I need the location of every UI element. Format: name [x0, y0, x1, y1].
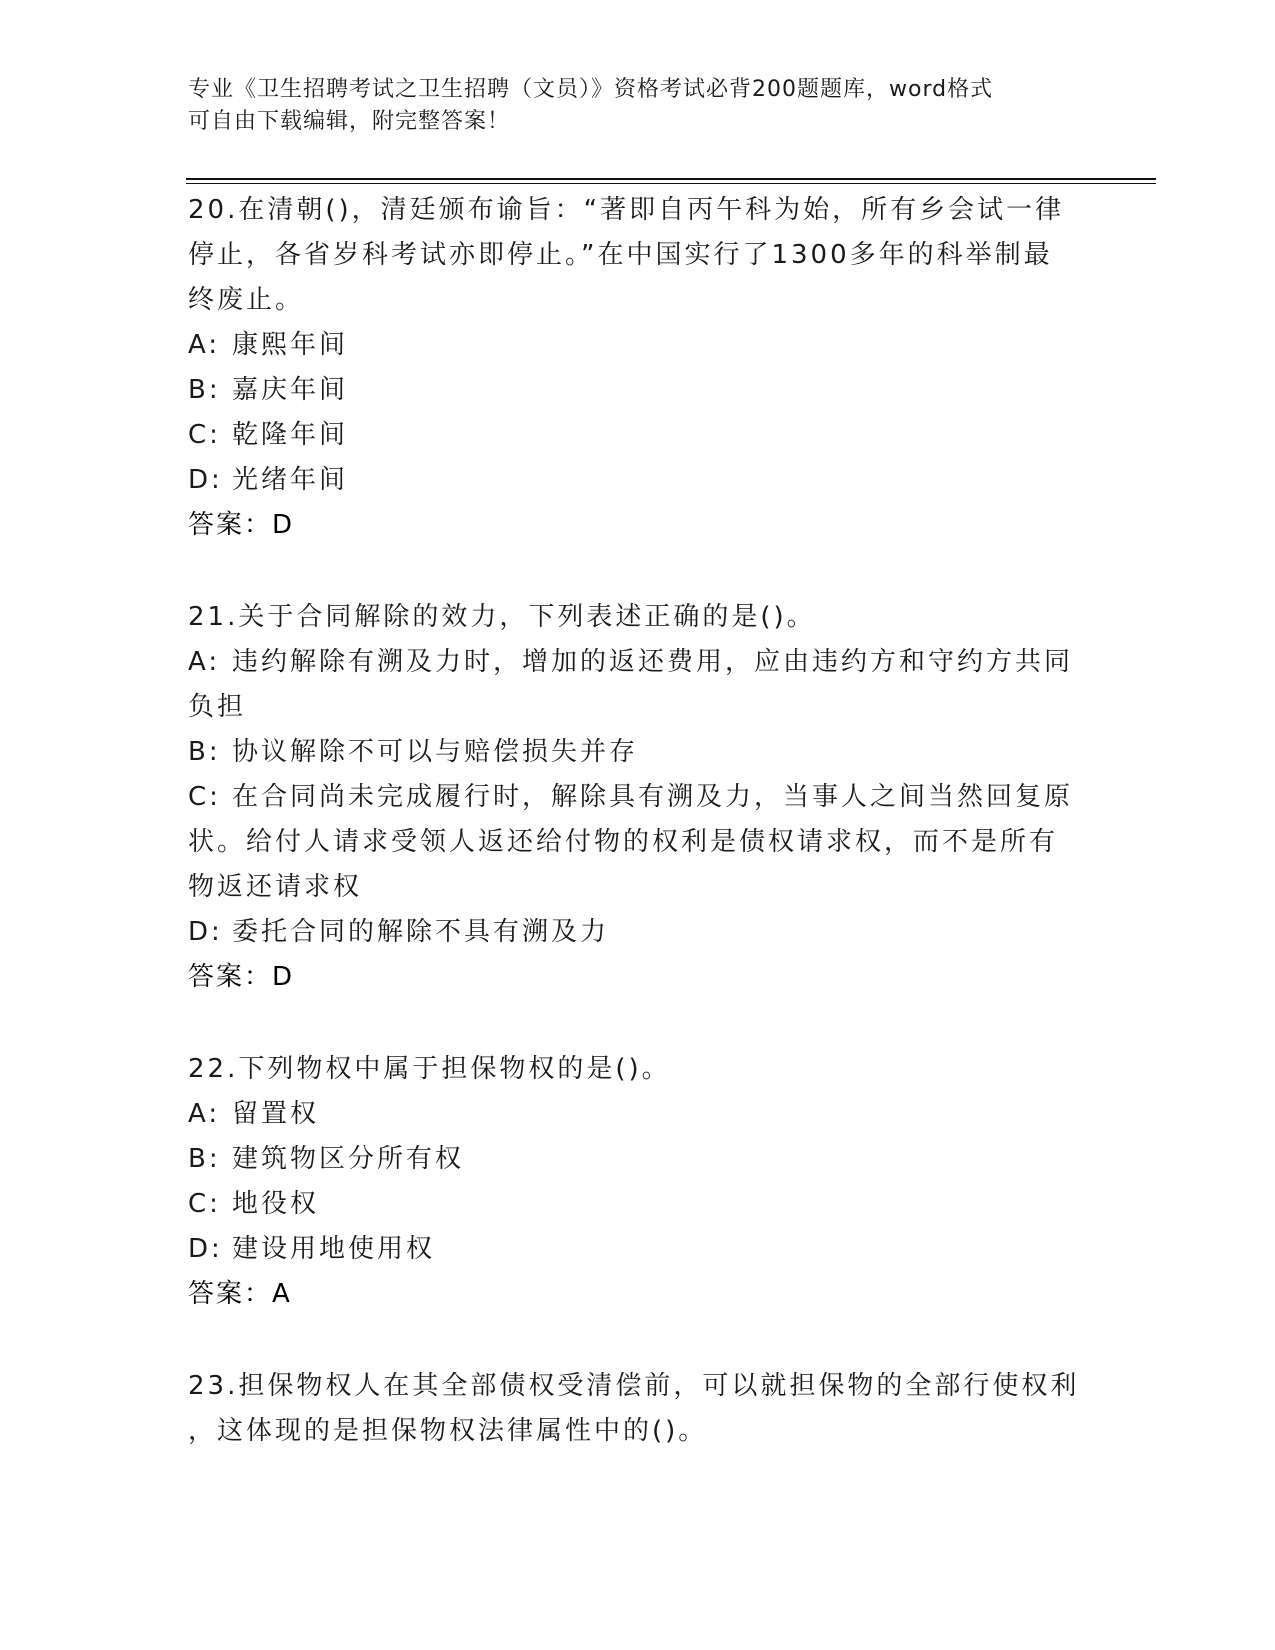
answer-option [188, 685, 1088, 730]
answer-option [188, 1182, 1088, 1227]
question-spacer [188, 1317, 1088, 1364]
option-label: B: [188, 737, 221, 767]
option-text: 康熙年间 [232, 330, 349, 360]
answer-key: 答案：D [188, 962, 295, 992]
option-text: 嘉庆年间 [232, 375, 349, 405]
answer-option [188, 368, 1088, 413]
answer-key: 答案：D [188, 510, 295, 540]
question-block [188, 595, 1088, 1047]
question-spacer [188, 548, 1088, 595]
answer-option [188, 775, 1088, 820]
question-block [188, 188, 1088, 595]
question-stem [188, 188, 1088, 323]
question-stem-line: ，这体现的是担保物权法律属性中的()。 [188, 1416, 708, 1446]
option-text: 违约解除有溯及力时，增加的返还费用，应由违约方和守约方共同 [232, 647, 1074, 677]
question-stem-line: 23.担保物权人在其全部债权受清偿前，可以就担保物的全部行使权利 [188, 1371, 1080, 1401]
option-label: B: [188, 1144, 221, 1174]
option-label: C: [188, 1189, 221, 1219]
header-divider-thin [186, 183, 1156, 184]
question-stem [188, 595, 1088, 640]
option-text: 建筑物区分所有权 [232, 1144, 465, 1174]
answer-option [188, 730, 1088, 775]
answer-option [188, 1092, 1088, 1137]
option-label: C: [188, 420, 221, 450]
question-stem-line: 21.关于合同解除的效力，下列表述正确的是()。 [188, 602, 816, 632]
question-stem-line: 22.下列物权中属于担保物权的是()。 [188, 1054, 671, 1084]
option-text: 地役权 [232, 1189, 320, 1219]
header-title-line-1: 专业《卫生招聘考试之卫生招聘（文员）》资格考试必背200题题库，word格式 [188, 77, 994, 102]
question-stem [188, 1364, 1088, 1454]
answer-option [188, 323, 1088, 368]
question-spacer [188, 1000, 1088, 1047]
answer-option [188, 910, 1088, 955]
answer-option [188, 413, 1088, 458]
option-text: 物返还请求权 [188, 872, 363, 902]
option-label: C: [188, 782, 221, 812]
option-text: 状。给付人请求受领人返还给付物的权利是债权请求权，而不是所有 [188, 827, 1059, 857]
option-label: B: [188, 375, 221, 405]
option-text: 在合同尚未完成履行时，解除具有溯及力，当事人之间当然回复原 [232, 782, 1074, 812]
option-label: D: [188, 465, 223, 495]
option-label: A: [188, 1099, 221, 1129]
answer-option [188, 640, 1088, 685]
option-label: D: [188, 917, 223, 947]
question-stem-line: 停止，各省岁科考试亦即停止。”在中国实行了1300多年的科举制最 [188, 240, 1053, 270]
option-text: 光绪年间 [232, 465, 349, 495]
question-list [188, 188, 1088, 1454]
header-divider-thick [186, 178, 1156, 180]
answer-option [188, 458, 1088, 503]
option-label: A: [188, 330, 221, 360]
option-text: 建设用地使用权 [232, 1234, 436, 1264]
question-block [188, 1364, 1088, 1454]
option-text: 乾隆年间 [232, 420, 349, 450]
question-block [188, 1047, 1088, 1364]
answer-option [188, 820, 1088, 865]
option-label: D: [188, 1234, 223, 1264]
option-text: 负担 [188, 692, 247, 722]
question-stem [188, 1047, 1088, 1092]
document-header [188, 74, 1068, 138]
option-label: A: [188, 647, 221, 677]
question-stem-line: 20.在清朝()，清廷颁布谕旨：“著即自丙午科为始，所有乡会试一律 [188, 195, 1065, 225]
answer-option [188, 865, 1088, 910]
question-stem-line: 终废止。 [188, 285, 305, 315]
answer-option [188, 1137, 1088, 1182]
answer-option [188, 1227, 1088, 1272]
answer-key: 答案：A [188, 1279, 292, 1309]
option-text: 协议解除不可以与赔偿损失并存 [232, 737, 639, 767]
option-text: 留置权 [232, 1099, 320, 1129]
header-title-line-2: 可自由下载编辑，附完整答案！ [188, 109, 511, 134]
option-text: 委托合同的解除不具有溯及力 [232, 917, 610, 947]
